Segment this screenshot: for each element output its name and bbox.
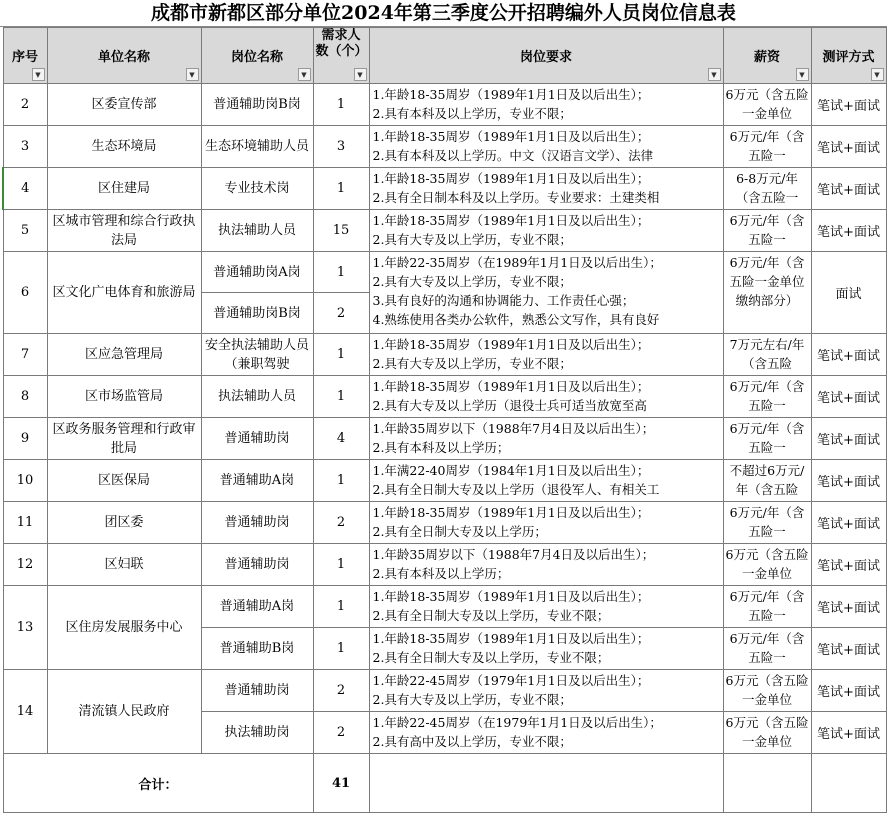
unit-cell[interactable]: 区政务服务管理和行政审批局: [47, 418, 201, 460]
unit-cell[interactable]: 区市场监管局: [47, 376, 201, 418]
assessment-cell[interactable]: 笔试+面试: [811, 376, 886, 418]
table-row: [3, 252, 886, 293]
header-count[interactable]: 需求人数（个） ▼: [313, 28, 369, 84]
unit-cell[interactable]: 区医保局: [47, 460, 201, 502]
requirements-cell[interactable]: 1.年龄22-45周岁（1979年1月1日及以后出生）； 2.具有大专及以上学历，专业不限；: [369, 670, 723, 712]
post-cell[interactable]: 普通辅助岗B岗: [201, 293, 313, 334]
requirements-cell[interactable]: 1.年龄22-35周岁（在1989年1月1日及以后出生）； 2.具有大专及以上学历，专业不限； 3.具有良好的沟通和协调能力、工作责任心强； 4.熟练使用各类办公软件，熟悉公文写作，具有良好: [369, 252, 723, 334]
count-cell[interactable]: 2: [313, 712, 369, 754]
table-row: [3, 502, 886, 544]
seq-cell[interactable]: 5: [3, 210, 47, 252]
requirements-cell[interactable]: 1.年龄18-35周岁（1989年1月1日及以后出生）； 2.具有全日制大专及以上学历；: [369, 502, 723, 544]
table-row: [3, 168, 886, 210]
salary-cell[interactable]: 6万元/年（含五险一: [723, 376, 811, 418]
count-cell[interactable]: 1: [313, 460, 369, 502]
requirements-cell[interactable]: 1.年龄18-35周岁（1989年1月1日及以后出生）； 2.具有全日制大专及以上学历，专业不限；: [369, 586, 723, 628]
seq-cell[interactable]: 13: [3, 586, 47, 670]
table-row: [3, 460, 886, 502]
unit-cell[interactable]: 区住房发展服务中心: [47, 586, 201, 670]
post-cell[interactable]: 执法辅助人员: [201, 376, 313, 418]
header-row: [3, 28, 886, 84]
unit-cell[interactable]: 区妇联: [47, 544, 201, 586]
salary-cell[interactable]: 6-8万元/年（含五险一: [723, 168, 811, 210]
assessment-cell[interactable]: 笔试+面试: [811, 670, 886, 712]
post-cell[interactable]: 普通辅助B岗: [201, 628, 313, 670]
post-cell[interactable]: 普通辅助岗B岗: [201, 84, 313, 126]
salary-cell[interactable]: 6万元/年（含五险一: [723, 628, 811, 670]
assessment-cell[interactable]: 笔试+面试: [811, 84, 886, 126]
salary-cell[interactable]: 6万元（含五险一金单位: [723, 670, 811, 712]
count-cell[interactable]: 2: [313, 670, 369, 712]
count-cell[interactable]: 1: [313, 168, 369, 210]
unit-cell[interactable]: 区应急管理局: [47, 334, 201, 376]
post-cell[interactable]: 执法辅助岗: [201, 712, 313, 754]
salary-cell[interactable]: 7万元左右/年（含五险: [723, 334, 811, 376]
header-assessment[interactable]: 测评方式 ▼: [811, 28, 886, 84]
unit-cell[interactable]: 区城市管理和综合行政执法局: [47, 210, 201, 252]
count-cell[interactable]: 3: [313, 126, 369, 168]
assessment-cell[interactable]: 笔试+面试: [811, 502, 886, 544]
count-cell[interactable]: 15: [313, 210, 369, 252]
salary-cell[interactable]: 6万元/年（含五险一: [723, 502, 811, 544]
table-row: [3, 670, 886, 712]
salary-cell[interactable]: 6万元/年（含五险一: [723, 126, 811, 168]
post-cell[interactable]: 专业技术岗: [201, 168, 313, 210]
post-cell[interactable]: 普通辅助岗: [201, 502, 313, 544]
post-cell[interactable]: 生态环境辅助人员: [201, 126, 313, 168]
filter-dropdown-icon[interactable]: ▼: [708, 68, 721, 81]
count-cell[interactable]: 1: [313, 84, 369, 126]
salary-cell[interactable]: 不超过6万元/年（含五险: [723, 460, 811, 502]
empty-cell[interactable]: [811, 754, 886, 813]
table-row: [3, 586, 886, 628]
post-cell[interactable]: 安全执法辅助人员（兼职驾驶: [201, 334, 313, 376]
table-row: [3, 418, 886, 460]
seq-cell[interactable]: 9: [3, 418, 47, 460]
table-row: [3, 544, 886, 586]
requirements-cell[interactable]: 1.年龄18-35周岁（1989年1月1日及以后出生）； 2.具有大专及以上学历，专业不限；: [369, 334, 723, 376]
salary-cell[interactable]: 6万元/年（含五险一: [723, 210, 811, 252]
total-count[interactable]: 41: [313, 754, 369, 813]
seq-cell[interactable]: 10: [3, 460, 47, 502]
seq-cell[interactable]: 12: [3, 544, 47, 586]
post-cell[interactable]: 普通辅助A岗: [201, 460, 313, 502]
unit-cell[interactable]: 区委宣传部: [47, 84, 201, 126]
requirements-cell[interactable]: 1.年满22-40周岁（1984年1月1日及以后出生）； 2.具有全日制大专及以上学历（退役军人、有相关工: [369, 460, 723, 502]
salary-cell[interactable]: 6万元（含五险一金单位: [723, 712, 811, 754]
page-title: 成都市新都区部分单位2024年第三季度公开招聘编外人员岗位信息表: [0, 0, 887, 27]
post-cell[interactable]: 普通辅助岗: [201, 670, 313, 712]
requirements-cell[interactable]: 1.年龄18-35周岁（1989年1月1日及以后出生）； 2.具有大专及以上学历（退役士兵可适当放宽至高: [369, 376, 723, 418]
count-cell[interactable]: 2: [313, 502, 369, 544]
seq-cell[interactable]: 14: [3, 670, 47, 754]
post-cell[interactable]: 普通辅助A岗: [201, 586, 313, 628]
filter-dropdown-icon[interactable]: ▼: [32, 68, 45, 81]
seq-cell[interactable]: 8: [3, 376, 47, 418]
table-row: [3, 334, 886, 376]
count-cell[interactable]: 1: [313, 628, 369, 670]
post-cell[interactable]: 执法辅助人员: [201, 210, 313, 252]
filter-dropdown-icon[interactable]: ▼: [298, 68, 311, 81]
total-label[interactable]: 合计：: [3, 754, 313, 813]
assessment-cell[interactable]: 笔试+面试: [811, 544, 886, 586]
post-cell[interactable]: 普通辅助岗: [201, 418, 313, 460]
assessment-cell[interactable]: 笔试+面试: [811, 210, 886, 252]
salary-cell[interactable]: 6万元（含五险一金单位: [723, 544, 811, 586]
filter-dropdown-icon[interactable]: ▼: [186, 68, 199, 81]
requirements-cell[interactable]: 1.年龄18-35周岁（1989年1月1日及以后出生）； 2.具有本科及以上学历，专业不限；: [369, 84, 723, 126]
requirements-cell[interactable]: 1.年龄18-35周岁（1989年1月1日及以后出生）； 2.具有全日制大专及以上学历，专业不限；: [369, 628, 723, 670]
requirements-cell[interactable]: 1.年龄18-35周岁（1989年1月1日及以后出生）； 2.具有全日制本科及以上学历。专业要求：土建类相: [369, 168, 723, 210]
requirements-cell[interactable]: 1.年龄18-35周岁（1989年1月1日及以后出生）； 2.具有本科及以上学历。中文（汉语言文学）、法律: [369, 126, 723, 168]
count-cell[interactable]: 1: [313, 544, 369, 586]
filter-dropdown-icon[interactable]: ▼: [796, 68, 809, 81]
unit-cell[interactable]: 生态环境局: [47, 126, 201, 168]
empty-cell[interactable]: [723, 754, 811, 813]
count-cell[interactable]: 1: [313, 376, 369, 418]
salary-cell[interactable]: 6万元/年（含五险一: [723, 586, 811, 628]
filter-dropdown-icon[interactable]: ▼: [354, 68, 367, 81]
assessment-cell[interactable]: 笔试+面试: [811, 712, 886, 754]
header-seq[interactable]: 序号 ▼: [3, 28, 47, 84]
requirements-cell[interactable]: 1.年龄22-45周岁（在1979年1月1日及以后出生）； 2.具有高中及以上学历，专业不限；: [369, 712, 723, 754]
assessment-cell[interactable]: 笔试+面试: [811, 334, 886, 376]
count-cell[interactable]: 4: [313, 418, 369, 460]
empty-cell[interactable]: [369, 754, 723, 813]
salary-cell[interactable]: 6万元（含五险一金单位: [723, 84, 811, 126]
assessment-cell[interactable]: 笔试+面试: [811, 628, 886, 670]
job-table: [2, 27, 887, 813]
count-cell[interactable]: 2: [313, 293, 369, 334]
count-cell[interactable]: 1: [313, 252, 369, 293]
header-unit[interactable]: 单位名称 ▼: [47, 28, 201, 84]
table-row: [3, 210, 886, 252]
requirements-cell[interactable]: 1.年龄35周岁以下（1988年7月4日及以后出生）； 2.具有本科及以上学历；: [369, 418, 723, 460]
unit-cell[interactable]: 区住建局: [47, 168, 201, 210]
post-cell[interactable]: 普通辅助岗A岗: [201, 252, 313, 293]
header-salary[interactable]: 薪资 ▼: [723, 28, 811, 84]
requirements-cell[interactable]: 1.年龄35周岁以下（1988年7月4日及以后出生）； 2.具有本科及以上学历；: [369, 544, 723, 586]
unit-cell[interactable]: 区文化广电体育和旅游局: [47, 252, 201, 334]
seq-cell[interactable]: 7: [3, 334, 47, 376]
filter-dropdown-icon[interactable]: ▼: [871, 68, 884, 81]
count-cell[interactable]: 1: [313, 586, 369, 628]
seq-cell[interactable]: 4: [3, 168, 47, 210]
assessment-cell[interactable]: 笔试+面试: [811, 168, 886, 210]
unit-cell[interactable]: 团区委: [47, 502, 201, 544]
assessment-cell[interactable]: 笔试+面试: [811, 586, 886, 628]
seq-cell[interactable]: 11: [3, 502, 47, 544]
header-post[interactable]: 岗位名称 ▼: [201, 28, 313, 84]
header-requirements[interactable]: 岗位要求 ▼: [369, 28, 723, 84]
post-cell[interactable]: 普通辅助岗: [201, 544, 313, 586]
requirements-cell[interactable]: 1.年龄18-35周岁（1989年1月1日及以后出生）； 2.具有大专及以上学历，专业不限；: [369, 210, 723, 252]
table-row: [3, 84, 886, 126]
seq-cell[interactable]: 2: [3, 84, 47, 126]
total-row: [3, 754, 886, 813]
assessment-cell[interactable]: 笔试+面试: [811, 418, 886, 460]
salary-cell[interactable]: 6万元/年（含五险一金单位缴纳部分）: [723, 252, 811, 334]
table-row: [3, 126, 886, 168]
count-cell[interactable]: 1: [313, 334, 369, 376]
assessment-cell[interactable]: 笔试+面试: [811, 126, 886, 168]
seq-cell[interactable]: 6: [3, 252, 47, 334]
table-row: [3, 376, 886, 418]
unit-cell[interactable]: 清流镇人民政府: [47, 670, 201, 754]
assessment-cell[interactable]: 笔试+面试: [811, 460, 886, 502]
assessment-cell[interactable]: 面试: [811, 252, 886, 334]
salary-cell[interactable]: 6万元/年（含五险一: [723, 418, 811, 460]
seq-cell[interactable]: 3: [3, 126, 47, 168]
